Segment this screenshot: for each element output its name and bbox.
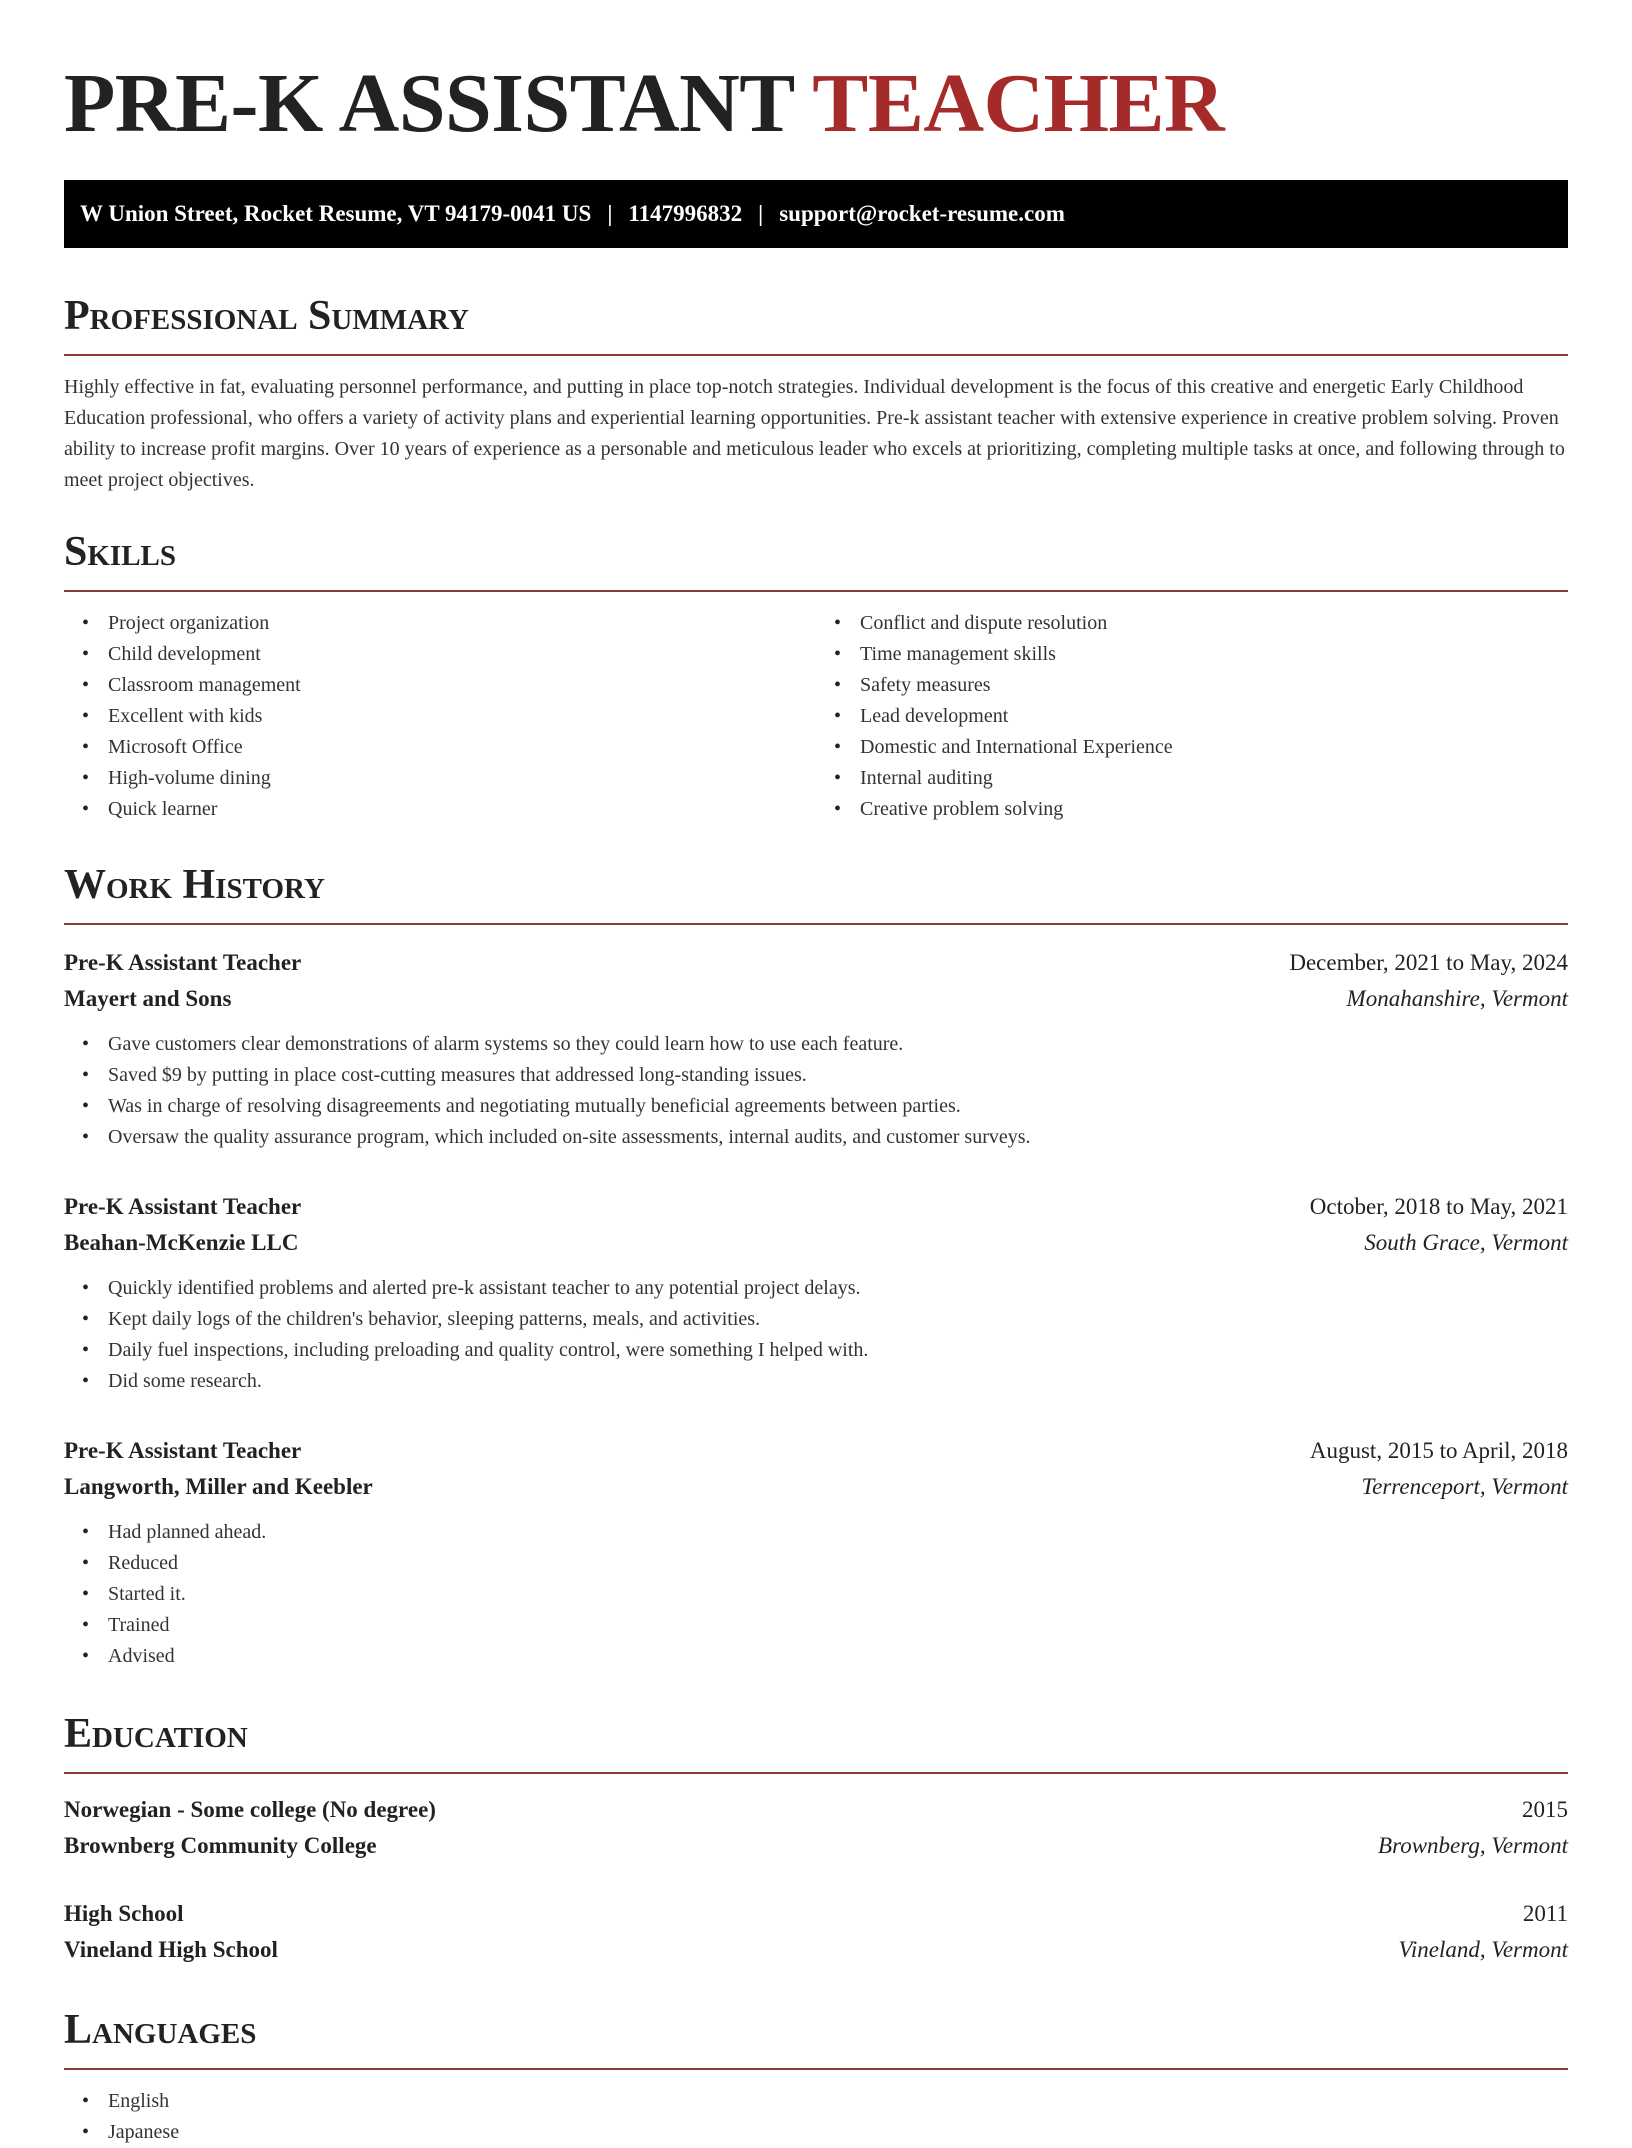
skill-item: • Quick learner <box>108 794 816 825</box>
job-bullets <box>64 1029 1568 1153</box>
job-dates: August, 2015 to April, 2018 <box>1309 1438 1568 1463</box>
summary-text: Highly effective in fat, evaluating personnel performance, and putting in place top-notch strategies. Individual development is the focus of this creative and energetic Early Childhood Education professional, who offers a variety of activity plans and experiential learning opportunities. Pre-k assistant teacher with extensive experience in creative problem solving. Proven ability to increase profit margins. Over 10 years of experience as a personable and meticulous leader who excels at prioritizing, completing multiple tasks at once, and following through to meet project objectives. <box>64 376 1565 491</box>
education-section <box>64 1710 1568 1968</box>
skill-item: • Classroom management <box>108 670 816 701</box>
contact-email: support@rocket-resume.com <box>779 201 1065 226</box>
job-bullet: • Had planned ahead. <box>108 1517 1568 1548</box>
job-title: Pre-K Assistant Teacher <box>64 1194 302 1219</box>
skill-item: • Creative problem solving <box>860 794 1568 825</box>
contact-bar <box>64 180 1568 248</box>
contact-phone: 1147996832 <box>628 201 743 226</box>
skill-item: • High-volume dining <box>108 763 816 794</box>
skill-item: • Domestic and International Experience <box>860 732 1568 763</box>
job-bullet: • Started it. <box>108 1579 1568 1610</box>
job-header-row <box>64 1433 1568 1469</box>
education-year: 2011 <box>1522 1901 1568 1926</box>
job-header-row <box>64 945 1568 981</box>
skill-item: • Safety measures <box>860 670 1568 701</box>
skills-columns <box>64 608 1568 825</box>
job-bullet: • Saved $9 by putting in place cost-cutting measures that addressed long-standing issues. <box>108 1060 1568 1091</box>
job-bullet: • Advised <box>108 1641 1568 1672</box>
education-heading: Education <box>64 1711 248 1757</box>
resume-title <box>64 56 1568 152</box>
skill-item: • Internal auditing <box>860 763 1568 794</box>
education-header-row <box>64 1896 1568 1932</box>
job-dates: December, 2021 to May, 2024 <box>1289 950 1568 975</box>
job-entry <box>64 945 1568 1153</box>
languages-list <box>64 2086 1568 2148</box>
job-bullet: • Gave customers clear demonstrations of alarm systems so they could learn how to use each feature. <box>108 1029 1568 1060</box>
contact-separator: | <box>607 201 613 226</box>
job-location: South Grace, Vermont <box>1364 1230 1568 1255</box>
language-item: • Japanese <box>108 2117 1568 2148</box>
job-entry <box>64 1189 1568 1397</box>
section-divider <box>64 590 1568 592</box>
education-degree: Norwegian - Some college (No degree) <box>64 1797 436 1822</box>
job-bullet: • Did some research. <box>108 1366 1568 1397</box>
summary-section <box>64 292 1568 496</box>
job-title: Pre-K Assistant Teacher <box>64 1438 302 1463</box>
job-bullets <box>64 1517 1568 1672</box>
education-entry <box>64 1896 1568 1968</box>
languages-heading: Languages <box>64 2007 257 2053</box>
skill-item: • Time management skills <box>860 639 1568 670</box>
education-degree: High School <box>64 1901 184 1926</box>
section-divider <box>64 923 1568 925</box>
education-school-row <box>64 1828 1568 1864</box>
language-item: • English <box>108 2086 1568 2117</box>
section-divider <box>64 1772 1568 1774</box>
summary-heading: Professional Summary <box>64 293 469 339</box>
job-company-row <box>64 981 1568 1017</box>
skill-item: • Microsoft Office <box>108 732 816 763</box>
job-bullet: • Quickly identified problems and alerted pre-k assistant teacher to any potential project delays. <box>108 1273 1568 1304</box>
job-header-row <box>64 1189 1568 1225</box>
skill-item: • Conflict and dispute resolution <box>860 608 1568 639</box>
job-company: Beahan-McKenzie LLC <box>64 1230 299 1255</box>
skills-heading: Skills <box>64 529 177 575</box>
contact-separator: | <box>758 201 764 226</box>
education-year: 2015 <box>1522 1797 1568 1822</box>
skills-list-left <box>64 608 816 825</box>
job-company-row <box>64 1469 1568 1505</box>
contact-address: W Union Street, Rocket Resume, VT 94179-0041 US <box>80 201 592 226</box>
education-location: Brownberg, Vermont <box>1378 1833 1568 1858</box>
job-bullet: • Reduced <box>108 1548 1568 1579</box>
section-divider <box>64 354 1568 356</box>
title-accent: TEACHER <box>812 57 1225 150</box>
job-bullet: • Trained <box>108 1610 1568 1641</box>
section-divider <box>64 2068 1568 2070</box>
job-bullet: • Oversaw the quality assurance program, which included on-site assessments, internal audits, and customer surveys. <box>108 1122 1568 1153</box>
work-history-heading: Work History <box>64 862 325 908</box>
job-company: Mayert and Sons <box>64 986 232 1011</box>
skill-item: • Project organization <box>108 608 816 639</box>
job-company: Langworth, Miller and Keebler <box>64 1474 373 1499</box>
education-location: Vineland, Vermont <box>1398 1937 1568 1962</box>
education-school: Brownberg Community College <box>64 1833 377 1858</box>
skill-item: • Lead development <box>860 701 1568 732</box>
job-dates: October, 2018 to May, 2021 <box>1309 1194 1568 1219</box>
languages-section <box>64 2006 1568 2148</box>
skills-section <box>64 528 1568 825</box>
education-school: Vineland High School <box>64 1937 278 1962</box>
job-bullet: • Kept daily logs of the children's behavior, sleeping patterns, meals, and activities. <box>108 1304 1568 1335</box>
job-location: Monahanshire, Vermont <box>1346 986 1568 1011</box>
work-history-section <box>64 861 1568 1672</box>
job-location: Terrenceport, Vermont <box>1361 1474 1568 1499</box>
job-company-row <box>64 1225 1568 1261</box>
skill-item: • Child development <box>108 639 816 670</box>
skills-list-right <box>816 608 1568 825</box>
title-main: PRE-K ASSISTANT <box>64 57 794 150</box>
job-title: Pre-K Assistant Teacher <box>64 950 302 975</box>
job-entry <box>64 1433 1568 1672</box>
job-bullet: • Daily fuel inspections, including preloading and quality control, were something I helped with. <box>108 1335 1568 1366</box>
job-bullets <box>64 1273 1568 1397</box>
skill-item: • Excellent with kids <box>108 701 816 732</box>
job-bullet: • Was in charge of resolving disagreements and negotiating mutually beneficial agreements between parties. <box>108 1091 1568 1122</box>
education-header-row <box>64 1792 1568 1828</box>
education-entry <box>64 1792 1568 1864</box>
education-school-row <box>64 1932 1568 1968</box>
